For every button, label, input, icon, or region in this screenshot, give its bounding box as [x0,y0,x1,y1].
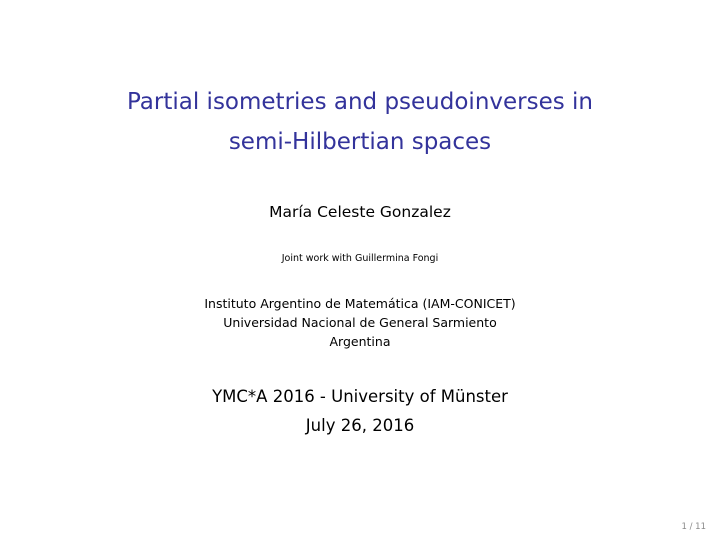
institute-block [0,294,720,351]
title-line-2: semi-Hilbertian spaces [228,129,492,155]
page-number: 1 / 11 [681,522,706,532]
institute-line-3: Argentina [329,334,391,349]
institute-line-2: Universidad Nacional de General Sarmiento [223,315,497,330]
joint-work-note: Joint work with Guillermina Fongi [281,253,439,264]
event-date: July 26, 2016 [305,416,415,435]
title-line-1: Partial isometries and pseudoinverses in [126,89,594,115]
slide-title [0,82,720,162]
author-name: María Celeste Gonzalez [269,203,451,221]
institute-line-1: Instituto Argentino de Matemática (IAM-CONICET) [204,296,516,311]
event-name: YMC*A 2016 - University of Münster [212,387,508,406]
event-block [0,382,720,440]
